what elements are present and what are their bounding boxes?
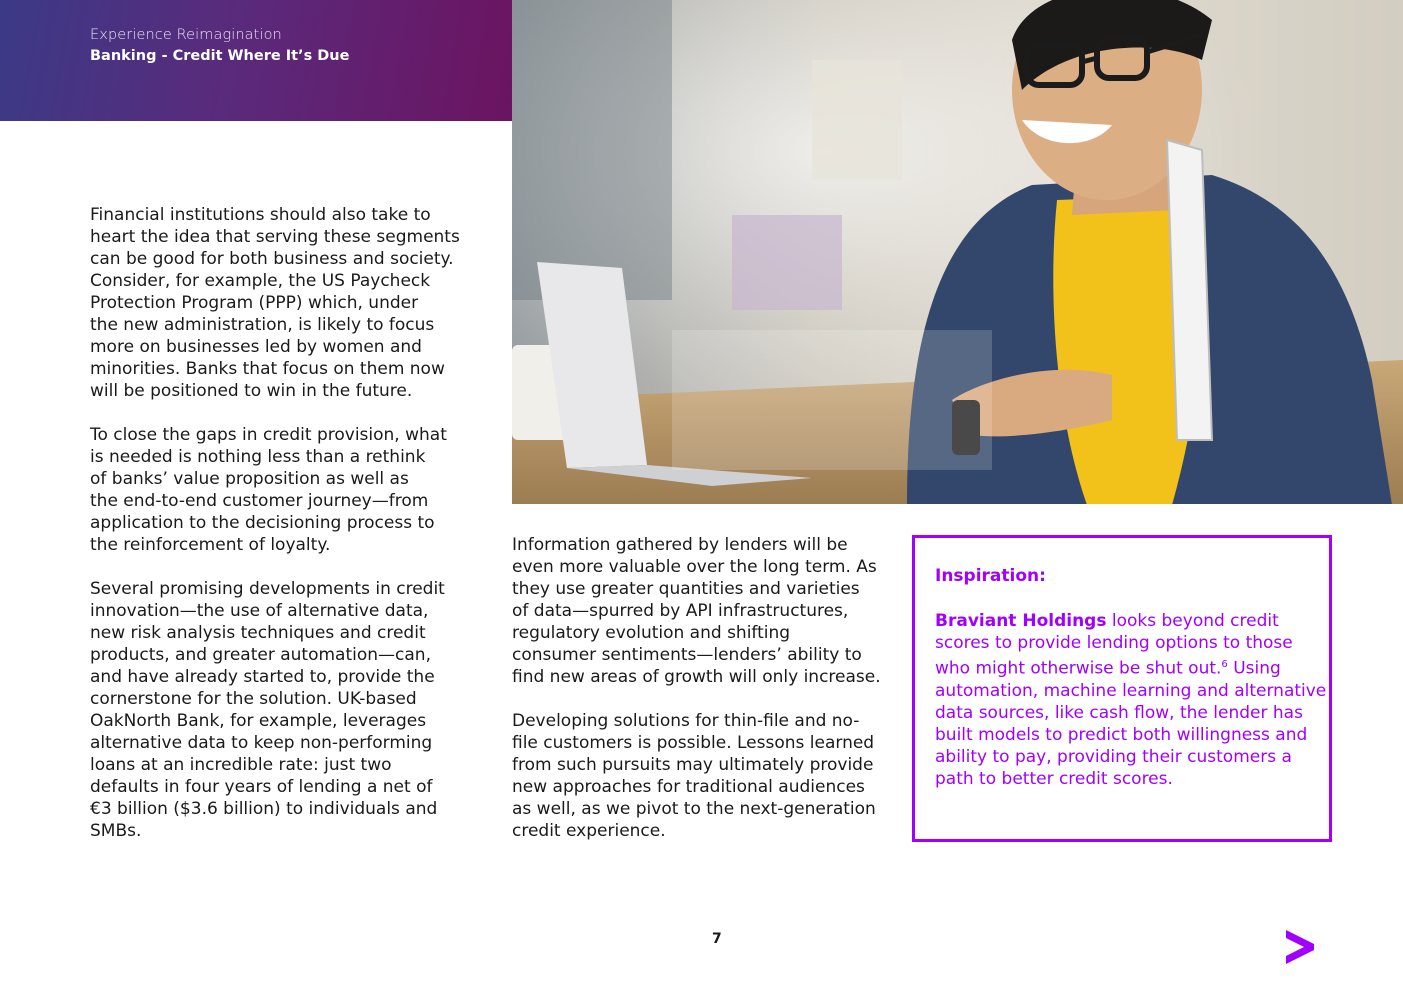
text-line: new approaches for traditional audiences [512,777,865,797]
callout-line: data sources, like cash flow, the lender has [935,702,1303,723]
text-line: regulatory evolution and shifting [512,623,791,643]
text-line: Consider, for example, the US Paycheck [90,271,431,291]
footnote-marker: 6 [1221,659,1228,670]
text-line: heart the idea that serving these segments [90,227,460,247]
col2-paragraph-1 [512,534,881,688]
callout-line [935,610,1326,632]
text-line: alternative data to keep non-performing [90,733,433,753]
callout-line: path to better credit scores. [935,768,1173,789]
text-line: file customers is possible. Lessons learned [512,733,875,753]
text-line: SMBs. [90,821,142,841]
text-line: even more valuable over the long term. As [512,557,877,577]
text-line: Protection Program (PPP) which, under [90,293,419,313]
text-line: Developing solutions for thin-file and no- [512,711,860,731]
callout-line-text: Using [1227,658,1281,679]
text-line: as well, as we pivot to the next-generation [512,799,876,819]
col1-paragraph-1 [90,204,460,402]
callout-line: scores to provide lending options to those [935,633,1293,653]
text-line: loans at an incredible rate: just two [90,755,392,775]
text-line: of data—spurred by API infrastructures, [512,601,849,621]
text-line: the end-to-end customer journey—from [90,491,429,511]
text-line: is needed is nothing less than a rethink [90,447,426,467]
text-line: minorities. Banks that focus on them now [90,359,445,379]
callout-line-text: who might otherwise be shut out. [935,658,1222,679]
text-line: can be good for both business and society. [90,249,454,269]
col2-paragraph-2 [512,710,876,842]
text-line: from such pursuits may ultimately provide [512,755,874,775]
text-line: €3 billion ($3.6 billion) to individuals and [90,799,438,819]
text-line: application to the decisioning process to [90,513,435,533]
text-line: defaults in four years of lending a net of [90,777,433,797]
text-line: they use greater quantities and varieties [512,579,860,599]
page-number: 7 [712,931,722,947]
text-line: consumer sentiments—lenders’ ability to [512,645,862,665]
callout-heading: Inspiration: [935,566,1046,586]
callout-line: automation, machine learning and alternative [935,680,1327,701]
header-band [0,0,512,121]
callout-company: Braviant Holdings [935,611,1107,631]
hero-photo [512,0,1403,504]
text-line: products, and greater automation—can, [90,645,431,665]
text-line: Several promising developments in credit [90,579,445,599]
text-line: innovation—the use of alternative data, [90,601,429,621]
col1-paragraph-2 [90,424,447,556]
text-line: credit experience. [512,821,666,841]
text-line: of banks’ value proposition as well as [90,469,409,489]
text-line: will be positioned to win in the future. [90,381,413,401]
text-line: the new administration, is likely to focus [90,315,435,335]
text-line: more on businesses led by women and [90,337,422,357]
callout-line [935,654,1326,680]
callout-line: built models to predict both willingness and [935,724,1308,745]
header-title: Banking - Credit Where It’s Due [90,48,350,64]
text-line: Financial institutions should also take to [90,205,431,225]
text-line: To close the gaps in credit provision, what [90,425,447,445]
text-line: OakNorth Bank, for example, leverages [90,711,427,731]
col1-paragraph-3 [90,578,445,842]
callout-line-text: looks beyond credit [1106,611,1279,631]
callout-line: ability to pay, providing their customers a [935,746,1292,767]
text-line: Information gathered by lenders will be [512,535,848,555]
text-line: cornerstone for the solution. UK-based [90,689,417,709]
text-line: and have already started to, provide the [90,667,435,687]
text-line: the reinforcement of loyalty. [90,535,331,555]
text-line: new risk analysis techniques and credit [90,623,426,643]
accenture-logo-icon [1284,930,1316,964]
header-kicker: Experience Reimagination [90,27,282,43]
callout-body [935,610,1326,790]
text-line: find new areas of growth will only increase. [512,667,881,687]
